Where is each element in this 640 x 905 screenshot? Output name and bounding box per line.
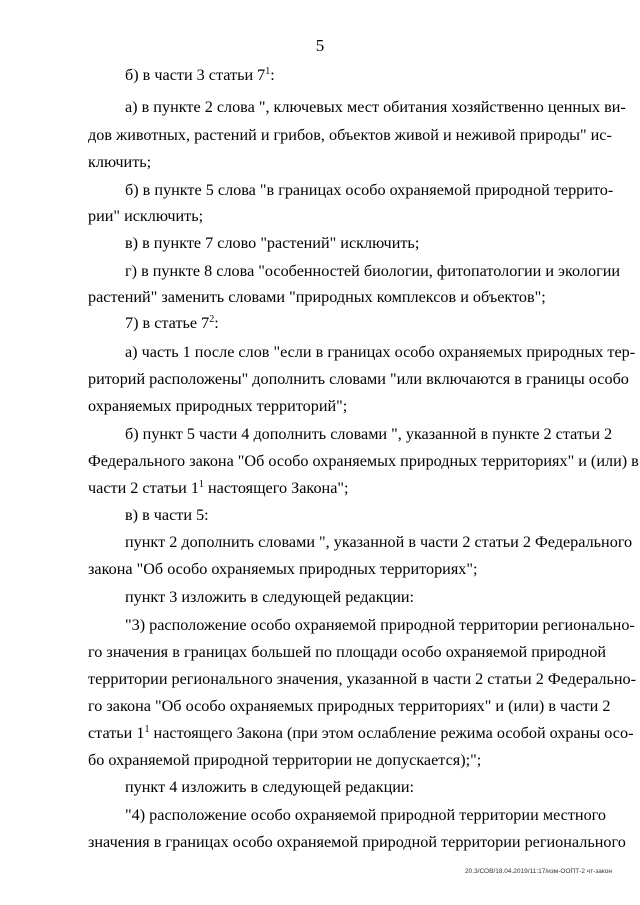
superscript: 1 [265,66,271,77]
text-line: дов животных, растений и грибов, объектов живой и неживой природы" ис- [88,126,612,144]
text-line: статьи $1^1$ настоящего Закона (при этом ослабление режима особой охраны осо- [88,724,634,742]
text-line: в) в части 5: [125,506,209,524]
text-line: б) пункт 5 части 4 дополнить словами ", указанной в пункте 2 статьи 2 [125,425,613,443]
text-line: а) часть 1 после слов "если в границах особо охраняемых природных тер- [125,343,636,361]
text-line: закона "Об особо охраняемых природных территориях"; [88,560,478,578]
superscript: 1 [144,724,150,735]
text-line: растений" заменить словами "природных комплексов и объектов"; [88,288,546,306]
text-line: "4) расположение особо охраняемой природной территории местного [125,806,606,824]
text-line: г) в пункте 8 слова "особенностей биологии, фитопатологии и экологии [125,262,621,280]
text-line: го закона "Об особо охраняемых природных территориях" и (или) в части 2 [88,697,611,715]
text-line: го значения в границах большей по площади особо охраняемой природной [88,643,606,661]
text-line: рии" исключить; [88,207,204,225]
text-line: значения в границах особо охраняемой природной территории регионального [88,833,626,851]
text-line: в) в пункте 7 слово "растений" исключить; [125,234,420,252]
document-footer-code: 20.3/СОВ/18.04.2019/11:17/изм-ООПТ-2 чт-закон [465,868,612,875]
text-line: пункт 4 изложить в следующей редакции: [125,778,415,796]
text-line: а) в пункте 2 слова ", ключевых мест обитания хозяйственно ценных ви- [125,98,626,116]
text-line: ключить; [88,153,152,171]
text-line: Федерального закона "Об особо охраняемых природных территориях" и (или) в [88,452,639,470]
text-line: "3) расположение особо охраняемой природной территории регионально- [125,616,635,634]
text-line: б) в части 3 статьи $7^1$: [125,66,275,84]
text-line: 7) в статье $7^2$: [125,314,219,332]
text-line: территории регионального значения, указанной в части 2 статьи 2 Федерально- [88,670,637,688]
superscript: 1 [198,479,204,490]
superscript: 2 [209,314,215,325]
text-line: охраняемых природных территорий"; [88,397,348,415]
text-line: б) в пункте 5 слова "в границах особо охраняемой природной террито- [125,181,614,199]
text-line: пункт 3 изложить в следующей редакции: [125,588,415,606]
text-line: части 2 статьи $1^1$ настоящего Закона"; [88,479,349,497]
text-line: риторий расположены" дополнить словами "или включаются в границы особо [88,370,629,388]
text-line: пункт 2 дополнить словами ", указанной в части 2 статьи 2 Федерального [125,533,633,551]
page-number: 5 [315,36,325,55]
text-line: бо охраняемой природной территории не допускается);"; [88,751,482,769]
